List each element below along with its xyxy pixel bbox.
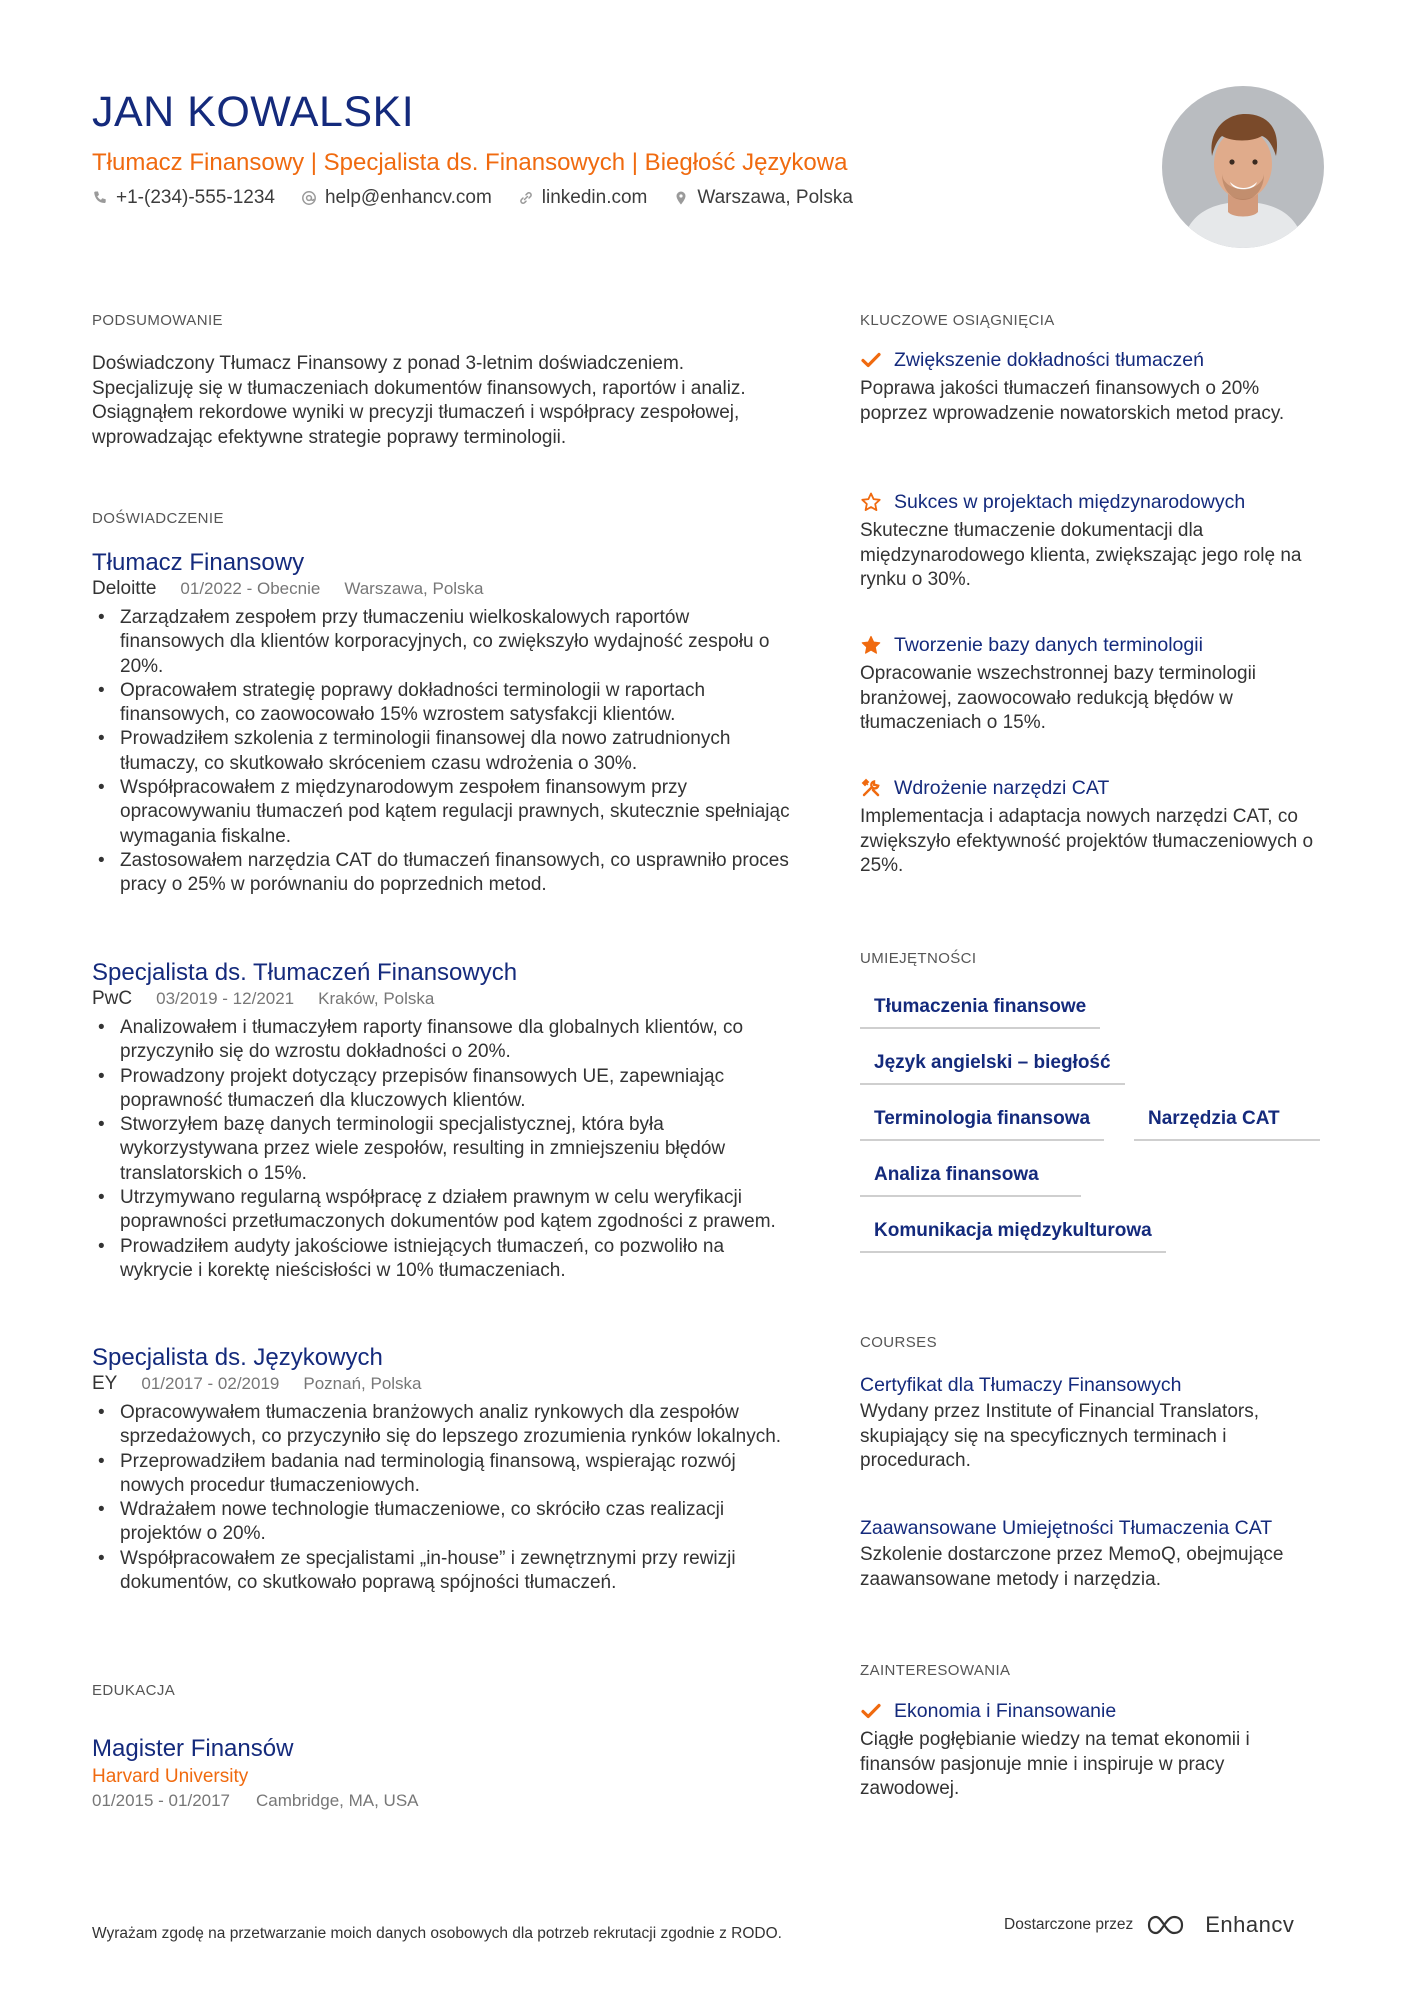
job-dates: 03/2019 - 12/2021 xyxy=(156,989,295,1008)
phone-icon xyxy=(92,190,108,206)
skills-section-title: UMIEJĘTNOŚCI xyxy=(860,950,977,967)
achievement-title: Tworzenie bazy danych terminologii xyxy=(894,634,1203,656)
interests-section-title: ZAINTERESOWANIA xyxy=(860,1662,1011,1679)
job-bullet: • Wdrażałem nowe technologie tłumaczeniowe, co skróciło czas realizacji projektów o 20%. xyxy=(92,1498,792,1547)
achievement-desc: Skuteczne tłumaczenie dokumentacji dla międzynarodowego klienta, zwiększając jego rolę na rynku o 30%. xyxy=(860,520,1302,590)
job-meta xyxy=(92,578,792,600)
job-location: Poznań, Polska xyxy=(303,1374,422,1393)
achievement-heading xyxy=(860,775,1320,801)
enhancv-logo-icon xyxy=(1145,1912,1193,1938)
candidate-headline: Tłumacz Finansowy | Specjalista ds. Finansowych | Biegłość Językowa xyxy=(92,149,848,176)
skill-tag: Narzędzia CAT xyxy=(1134,1107,1320,1141)
summary-text: Doświadczony Tłumacz Finansowy z ponad 3-letnim doświadczeniem. Specjalizuję się w tłumaczeniach dokumentów finansowych, raportów i analiz. Osiągnąłem rekordowe wyniki w precyzji tłumaczeń i współpracy zespołowej, wprowadzając efektywne strategie poprawy terminologii. xyxy=(92,353,746,448)
job-bullet: • Zastosowałem narzędzia CAT do tłumaczeń finansowych, co usprawniło proces pracy o 25% w porównaniu do poprzednich metod. xyxy=(92,849,792,898)
achievement-title: Sukces w projektach międzynarodowych xyxy=(894,491,1246,513)
skill-tag: Komunikacja międzykulturowa xyxy=(860,1219,1166,1253)
job-bullet: • Utrzymywano regularną współpracę z działem prawnym w celu weryfikacji poprawności przetłumaczonych dokumentów pod kątem zgodności z prawem. xyxy=(92,1186,792,1235)
job-bullet: • Analizowałem i tłumaczyłem raporty finansowe dla globalnych klientów, co przyczyniło się do wzrostu dokładności o 20%. xyxy=(92,1016,792,1065)
interest-desc: Ciągłe pogłębianie wiedzy na temat ekonomii i finansów pasjonuje mnie i inspiruje w pracy zawodowej. xyxy=(860,1729,1250,1799)
job-bullet: • Prowadziłem audyty jakościowe istniejących tłumaczeń, co pozwoliło na wykrycie i korektę nieścisłości w 10% tłumaczeniach. xyxy=(92,1235,792,1284)
job-dates: 01/2022 - Obecnie xyxy=(180,579,321,598)
job-title: Specjalista ds. Tłumaczeń Finansowych xyxy=(92,959,518,986)
experience-section-title: DOŚWIADCZENIE xyxy=(92,510,224,527)
achievement-title: Zwiększenie dokładności tłumaczeń xyxy=(894,349,1204,371)
job-bullet: • Współpracowałem ze specjalistami „in-house” i zewnętrznymi przy rewizji dokumentów, co skutkowało poprawą spójności tłumaczeń. xyxy=(92,1547,792,1596)
course-desc: Wydany przez Institute of Financial Translators, skupiający się na specyficznych terminach i procedurach. xyxy=(860,1401,1259,1471)
job-bullet: • Prowadzony projekt dotyczący przepisów finansowych UE, zapewniając poprawność tłumaczeń dla kluczowych klientów. xyxy=(92,1065,792,1114)
job-meta xyxy=(92,1373,792,1395)
courses-section-title: COURSES xyxy=(860,1334,937,1351)
achievement-heading xyxy=(860,347,1320,373)
job-bullet: • Prowadziłem szkolenia z terminologii finansowej dla nowo zatrudnionych tłumaczy, co skutkowało skróceniem czasu wdrożenia o 30%. xyxy=(92,727,792,776)
achievement-item xyxy=(860,347,1320,426)
portrait-illustration xyxy=(1162,86,1324,248)
job-bullets xyxy=(92,1401,792,1595)
interest-item xyxy=(860,1698,1320,1802)
tools-icon xyxy=(860,777,882,799)
achievements-section-title: KLUCZOWE OSIĄGNIĘCIA xyxy=(860,312,1055,329)
course-item xyxy=(860,1372,1320,1474)
candidate-name: JAN KOWALSKI xyxy=(92,88,415,136)
job-bullet: • Współpracowałem z międzynarodowym zespołem finansowym przy opracowywaniu tłumaczeń pod kątem regulacji prawnych, skutecznie spełniając wymagania fiskalne. xyxy=(92,776,792,849)
job-company: EY xyxy=(92,1373,118,1394)
phone-text: +1-(234)-555-1234 xyxy=(116,187,275,208)
profile-photo xyxy=(1162,86,1324,248)
summary-section-title: PODSUMOWANIE xyxy=(92,312,223,329)
achievement-item xyxy=(860,632,1320,736)
achievement-heading xyxy=(860,632,1320,658)
job-bullet: • Zarządzałem zespołem przy tłumaczeniu wielkoskalowych raportów finansowych dla klientów korporacyjnych, co zwiększyło wydajność zespołu o 20%. xyxy=(92,606,792,679)
achievement-item xyxy=(860,775,1320,879)
course-item xyxy=(860,1515,1320,1592)
achievement-desc: Implementacja i adaptacja nowych narzędzi CAT, co zwiększyło efektywność projektów tłumaczeniowych o 25%. xyxy=(860,806,1314,876)
achievement-title: Wdrożenie narzędzi CAT xyxy=(894,777,1110,799)
course-title: Zaawansowane Umiejętności Tłumaczenia CAT xyxy=(860,1517,1273,1539)
edu-meta xyxy=(92,1790,419,1812)
provided-by-label: Dostarczone przez xyxy=(1004,1916,1134,1933)
star-filled-icon xyxy=(860,634,882,656)
location-text: Warszawa, Polska xyxy=(697,187,853,208)
email-text: help@enhancv.com xyxy=(324,187,492,208)
job-location: Warszawa, Polska xyxy=(344,579,484,598)
experience-entry xyxy=(92,548,792,898)
achievement-desc: Poprawa jakości tłumaczeń finansowych o 20% poprzez wprowadzenie nowatorskich metod pracy. xyxy=(860,378,1285,424)
job-company: Deloitte xyxy=(92,578,157,599)
job-company: PwC xyxy=(92,988,133,1009)
linkedin-text: linkedin.com xyxy=(541,187,648,208)
job-bullet: • Przeprowadziłem badania nad terminologią finansową, wspierając rozwój nowych procedur tłumaczeniowych. xyxy=(92,1450,792,1499)
achievement-desc: Opracowanie wszechstronnej bazy terminologii branżowej, zaowocowało redukcją błędów w tłumaczeniach o 15%. xyxy=(860,663,1257,733)
at-icon xyxy=(301,190,317,206)
contact-linkedin[interactable] xyxy=(518,186,648,210)
gdpr-consent: Wyrażam zgodę na przetwarzanie moich danych osobowych dla potrzeb rekrutacji zgodnie z RODO. xyxy=(92,1925,782,1942)
interest-heading xyxy=(860,1698,1320,1724)
achievement-heading xyxy=(860,489,1320,515)
brand-name: Enhancv xyxy=(1205,1912,1295,1937)
contact-email[interactable] xyxy=(301,186,492,210)
experience-entry xyxy=(92,958,792,1283)
edu-degree: Magister Finansów xyxy=(92,1735,294,1762)
edu-dates: 01/2015 - 01/2017 xyxy=(92,1791,231,1810)
job-dates: 01/2017 - 02/2019 xyxy=(141,1374,280,1393)
job-bullet: • Opracowałem strategię poprawy dokładności terminologii w raportach finansowych, co zaowocowało 15% wzrostem satysfakcji klientów. xyxy=(92,679,792,728)
experience-entry xyxy=(92,1343,792,1595)
job-bullets xyxy=(92,606,792,898)
job-bullet: • Stworzyłem bazę danych terminologii specjalistycznej, która była wykorzystywana przez wiele zespołów, resulting in zmniejszeniu błędów translatorskich o 15%. xyxy=(92,1113,792,1186)
education-section-title: EDUKACJA xyxy=(92,1682,176,1699)
check-icon xyxy=(860,349,882,371)
education-entry xyxy=(92,1734,419,1812)
job-title: Specjalista ds. Językowych xyxy=(92,1344,383,1371)
link-icon xyxy=(518,190,534,206)
edu-location: Cambridge, MA, USA xyxy=(256,1791,419,1810)
skill-tag: Język angielski – biegłość xyxy=(860,1051,1125,1085)
interest-title: Ekonomia i Finansowanie xyxy=(894,1700,1117,1722)
job-bullets xyxy=(92,1016,792,1283)
skill-tag: Tłumaczenia finansowe xyxy=(860,995,1100,1029)
course-desc: Szkolenie dostarczone przez MemoQ, obejmujące zaawansowane metody i narzędzia. xyxy=(860,1544,1284,1590)
footer-branding xyxy=(1004,1912,1294,1938)
skill-tag: Analiza finansowa xyxy=(860,1163,1081,1197)
course-title: Certyfikat dla Tłumaczy Finansowych xyxy=(860,1374,1182,1396)
contact-phone xyxy=(92,186,275,210)
achievement-item xyxy=(860,489,1320,593)
contact-bar xyxy=(92,186,853,210)
check-icon xyxy=(860,1700,882,1722)
edu-school: Harvard University xyxy=(92,1766,249,1787)
contact-location xyxy=(673,186,853,210)
job-location: Kraków, Polska xyxy=(318,989,435,1008)
star-outline-icon xyxy=(860,491,882,513)
location-pin-icon xyxy=(673,190,689,206)
skill-tag: Terminologia finansowa xyxy=(860,1107,1104,1141)
job-bullet: • Opracowywałem tłumaczenia branżowych analiz rynkowych dla zespołów sprzedażowych, co przyczyniło się do lepszego zrozumienia rynków lokalnych. xyxy=(92,1401,792,1450)
job-meta xyxy=(92,988,792,1010)
job-title: Tłumacz Finansowy xyxy=(92,549,305,576)
